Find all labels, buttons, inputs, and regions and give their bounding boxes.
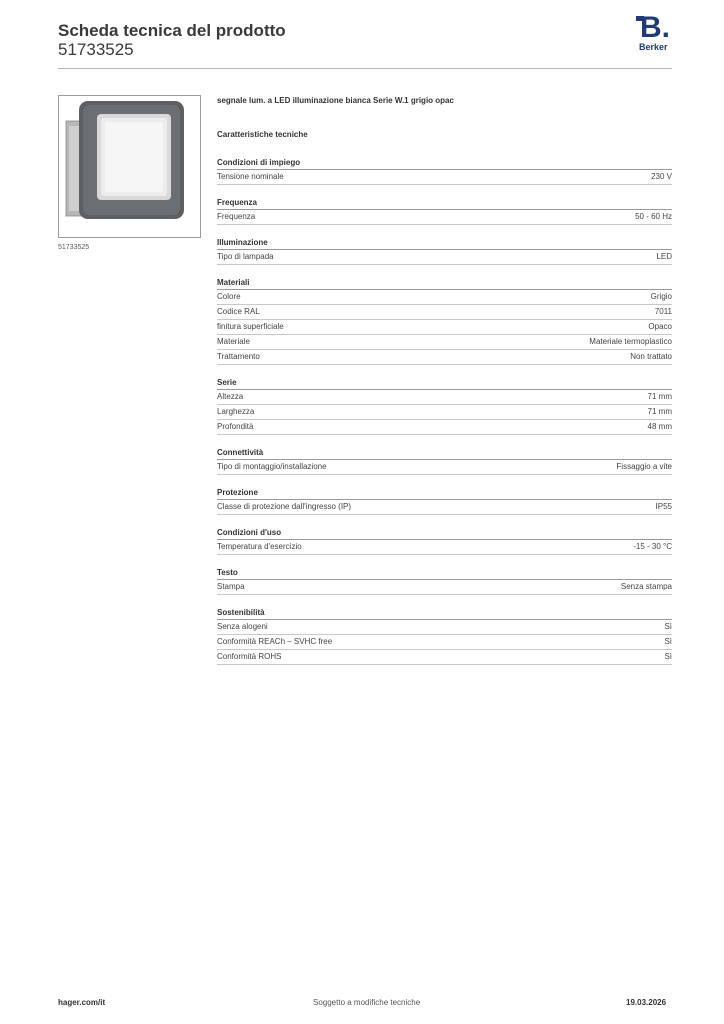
logo-letter: B.: [640, 11, 670, 44]
spec-row: [217, 635, 672, 650]
spec-row: [217, 305, 672, 320]
spec-value: Sì: [664, 622, 672, 631]
spec-row: [217, 620, 672, 635]
spec-label: Stampa: [217, 582, 245, 591]
spec-group: [217, 486, 672, 515]
spec-group: [217, 376, 672, 435]
spec-label: Classe di protezione dall'ingresso (IP): [217, 502, 352, 511]
spec-value: LED: [656, 252, 672, 261]
product-image: [58, 95, 201, 238]
spec-group-title: Condizioni d'uso: [217, 526, 672, 540]
spec-group: [217, 606, 672, 665]
spec-row: [217, 500, 672, 515]
spec-value: Materiale termoplastico: [589, 337, 672, 346]
spec-value: 50 - 60 Hz: [635, 212, 672, 221]
page-title: Scheda tecnica del prodotto: [58, 21, 286, 40]
spec-row: [217, 650, 672, 665]
spec-label: finitura superficiale: [217, 322, 284, 331]
spec-value: -15 - 30 °C: [633, 542, 672, 551]
spec-value: Sì: [664, 637, 672, 646]
spec-label: Trattamento: [217, 352, 260, 361]
spec-value: IP55: [655, 502, 672, 511]
spec-label: Tipo di lampada: [217, 252, 274, 261]
spec-value: 7011: [654, 307, 672, 316]
spec-group: [217, 196, 672, 225]
image-caption: 51733525: [58, 244, 90, 251]
spec-group-title: Illuminazione: [217, 236, 672, 250]
footer-website[interactable]: hager.com/it: [58, 998, 106, 1007]
spec-label: Conformità ROHS: [217, 652, 282, 661]
spec-group-title: Frequenza: [217, 196, 672, 210]
spec-group: [217, 566, 672, 595]
spec-value: Non trattato: [630, 352, 672, 361]
spec-table: [217, 156, 672, 676]
spec-group: [217, 156, 672, 185]
spec-label: Conformità REACh – SVHC free: [217, 637, 333, 646]
spec-label: Senza alogeni: [217, 622, 268, 631]
spec-value: 71 mm: [647, 407, 672, 416]
spec-row: [217, 350, 672, 365]
spec-label: Frequenza: [217, 212, 256, 221]
spec-group-title: Sostenibilità: [217, 606, 672, 620]
spec-group-title: Protezione: [217, 486, 672, 500]
spec-value: 230 V: [651, 172, 672, 181]
spec-row: [217, 580, 672, 595]
spec-group-title: Condizioni di impiego: [217, 156, 672, 170]
spec-row: [217, 540, 672, 555]
spec-label: Materiale: [217, 337, 250, 346]
spec-row: [217, 250, 672, 265]
spec-label: Larghezza: [217, 407, 255, 416]
spec-row: [217, 290, 672, 305]
spec-row: [217, 390, 672, 405]
header-divider: [58, 68, 672, 69]
footer-note: Soggetto a modifiche tecniche: [313, 998, 421, 1007]
spec-value: Grigio: [650, 292, 672, 301]
spec-group: [217, 446, 672, 475]
section-title: Caratteristiche tecniche: [217, 130, 308, 139]
spec-value: Senza stampa: [620, 582, 672, 591]
spec-row: [217, 320, 672, 335]
logo-text: Berker: [639, 42, 668, 52]
spec-group-title: Connettività: [217, 446, 672, 460]
spec-row: [217, 420, 672, 435]
spec-label: Colore: [217, 292, 241, 301]
spec-label: Temperatura d'esercizio: [217, 542, 302, 551]
spec-value: Opaco: [648, 322, 672, 331]
spec-group-title: Serie: [217, 376, 672, 390]
led-light-image: [59, 96, 200, 237]
spec-row: [217, 170, 672, 185]
spec-value: 71 mm: [647, 392, 672, 401]
spec-label: Altezza: [217, 392, 244, 401]
spec-group: [217, 526, 672, 555]
spec-group: [217, 276, 672, 365]
spec-group-title: Materiali: [217, 276, 672, 290]
spec-label: Codice RAL: [217, 307, 260, 316]
spec-group: [217, 236, 672, 265]
spec-row: [217, 460, 672, 475]
spec-value: 48 mm: [647, 422, 672, 431]
spec-row: [217, 210, 672, 225]
footer-date: 19.03.2026: [626, 998, 667, 1007]
spec-value: Fissaggio a vite: [616, 462, 672, 471]
spec-group-title: Testo: [217, 566, 672, 580]
spec-row: [217, 335, 672, 350]
spec-row: [217, 405, 672, 420]
spec-value: Sì: [664, 652, 672, 661]
spec-label: Profondità: [217, 422, 254, 431]
product-code: 51733525: [58, 40, 134, 59]
spec-label: Tensione nominale: [217, 172, 284, 181]
berker-logo: [636, 11, 676, 57]
product-title: segnale lum. a LED illuminazione bianca Serie W.1 grigio opac: [217, 96, 454, 105]
spec-label: Tipo di montaggio/installazione: [217, 462, 327, 471]
